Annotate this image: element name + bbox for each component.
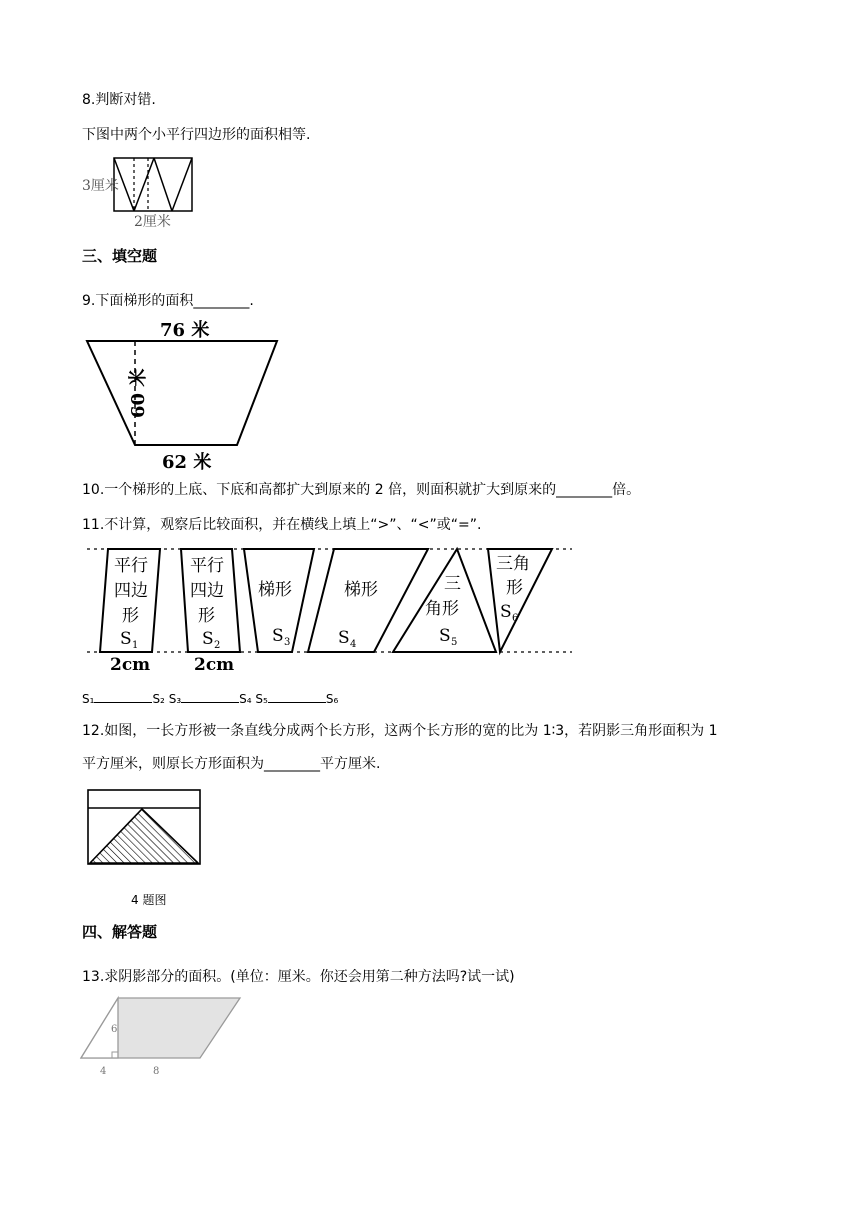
q11-shape6-line1: 三角 [496, 554, 530, 574]
q8-figure [82, 156, 222, 230]
q13-height-label: 6 [111, 1024, 118, 1035]
q9-height-label: 60 米 [128, 368, 149, 418]
q11-shape5-line2: 角形 [425, 599, 459, 619]
q11-s4-sub: 4 [350, 639, 357, 650]
q11-s4: S₄ [239, 692, 252, 706]
q11-shape1-line2: 四边 [114, 581, 148, 601]
q11-s2-sub: 2 [214, 640, 221, 651]
q11-base2: 2cm [194, 655, 235, 675]
q11-s1: S₁ [82, 692, 95, 706]
q11-s3-letter: S [272, 626, 284, 646]
q13-a-label: 4 [100, 1066, 107, 1077]
q11-s1-letter: S [120, 629, 132, 649]
q12-line2: 平方厘米，则原长方形面积为________平方厘米. [82, 756, 381, 772]
q11-s6-letter: S [500, 602, 512, 622]
q8-title: 8.判断对错. [82, 92, 156, 108]
q11-s3: S₃ [168, 692, 182, 706]
q8-statement: 下图中两个小平行四边形的面积相等. [82, 127, 311, 143]
q11-shape2-line2: 四边 [190, 581, 224, 601]
q11-s2: S₂ [152, 692, 165, 706]
q8-base-label: 2厘米 [134, 214, 171, 230]
q13-text: 13.求阴影部分的面积。(单位：厘米。你还会用第二种方法吗?试一试) [82, 969, 515, 985]
q9-text: 9.下面梯形的面积________. [82, 293, 254, 309]
q11-blank-3[interactable] [268, 688, 326, 703]
q11-shape1-line1: 平行 [114, 556, 148, 576]
q11-s1-sub: 1 [132, 640, 139, 651]
q11-s6-sub: 6 [512, 613, 519, 624]
q12-shaded-triangle [90, 809, 198, 863]
q11-shapes-figure [82, 544, 576, 674]
q8-height-label: 3厘米 [82, 178, 119, 194]
q11-s4-letter: S [338, 628, 350, 648]
q11-s6: S₆ [325, 692, 339, 706]
q11-s3-sub: 3 [284, 637, 291, 648]
section-3-title: 三、填空题 [82, 247, 158, 265]
q11-shape3-label: 梯形 [258, 580, 292, 600]
q9-top-label: 76 米 [160, 320, 210, 341]
q11-shape4-label: 梯形 [344, 580, 378, 600]
q11-shape2-line3: 形 [198, 606, 215, 626]
q9-trapezoid-figure [82, 318, 292, 474]
q11-shape6-line2: 形 [506, 578, 523, 598]
q11-s5-letter: S [439, 626, 451, 646]
q11-blank-1[interactable] [94, 688, 152, 703]
q11-shape1-line3: 形 [122, 606, 139, 626]
q11-s5-sub: 5 [451, 637, 458, 648]
q11-base1: 2cm [110, 655, 151, 675]
q13-b-label: 8 [153, 1066, 160, 1077]
q9-bottom-label: 62 米 [162, 452, 212, 473]
q8-outer-rect [114, 158, 192, 211]
q12-line1: 12.如图，一长方形被一条直线分成两个长方形，这两个长方形的宽的比为 1∶3，若阴影三角形面积为 1 [82, 723, 718, 739]
q11-answer-line [82, 688, 338, 708]
q11-shape2-line1: 平行 [190, 556, 224, 576]
q11-text: 11.不计算，观察后比较面积，并在横线上填上“>”、“<”或“=”. [82, 517, 482, 533]
q12-caption: 4 题图 [131, 893, 167, 907]
q9-trapezoid [87, 341, 277, 445]
q10-text: 10.一个梯形的上底、下底和高都扩大到原来的 2 倍，则面积就扩大到原来的________倍。 [82, 482, 641, 498]
q13-parallelogram-figure [78, 994, 248, 1080]
q11-shape5-line1: 三 [444, 574, 461, 594]
q12-rectangle-figure [82, 786, 212, 876]
q11-blank-2[interactable] [181, 688, 239, 703]
section-4-title: 四、解答题 [82, 923, 158, 941]
q11-s2-letter: S [202, 629, 214, 649]
q11-s5: S₅ [255, 692, 268, 706]
